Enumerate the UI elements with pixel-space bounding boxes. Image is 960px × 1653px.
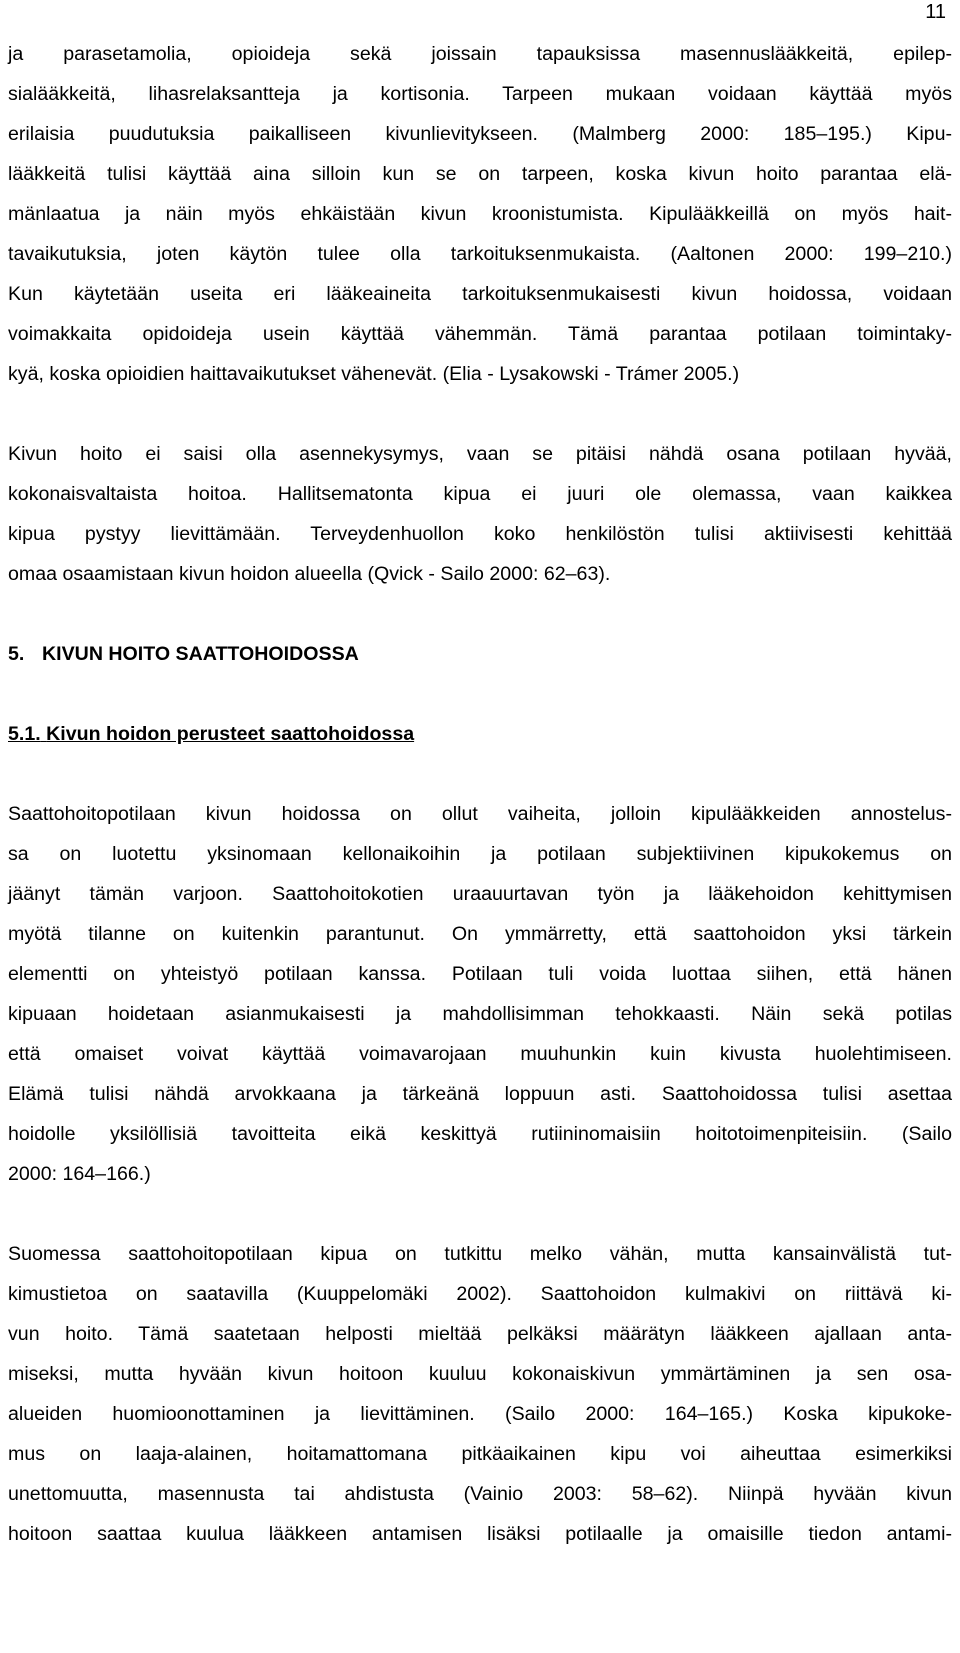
text-line: kyä, koska opioidien haittavaikutukset vähenevät. (Elia - Lysakowski - Trámer 2005.) [8, 363, 740, 385]
section-number: 5. [8, 643, 25, 665]
text-line: alueiden huomioonottaminen ja lievittäminen. (Sailo 2000: 164–165.) Koska kipukoke- [8, 1403, 952, 1425]
text-line: Saattohoitopotilaan kivun hoidossa on ollut vaiheita, jolloin kipulääkkeiden annostelus- [8, 803, 952, 825]
text-line: ja parasetamolia, opioideja sekä joissain tapauksissa masennuslääkkeitä, epilep- [8, 43, 952, 65]
text-line: tavaikutuksia, joten käytön tulee olla tarkoituksenmukaista. (Aaltonen 2000: 199–210.) [8, 243, 952, 265]
text-line: kokonaisvaltaista hoitoa. Hallitsematonta kipua ei juuri ole olemassa, vaan kaikkea [8, 483, 952, 505]
paragraph-spacer [8, 394, 952, 434]
paragraph [8, 434, 952, 594]
text-line: mus on laaja-alainen, hoitamattomana pitkäaikainen kipu voi aiheuttaa esimerkiksi [8, 1443, 952, 1465]
text-line: mänlaatua ja näin myös ehkäistään kivun kroonistumista. Kipulääkkeillä on myös hait- [8, 203, 952, 225]
text-line: elementti on yhteistyö potilaan kanssa. Potilaan tuli voida luottaa siihen, että hänen [8, 963, 952, 985]
section-heading [8, 634, 952, 674]
text-line: hoitoon saattaa kuulua lääkkeen antamisen lisäksi potilaalle ja omaisille tiedon antami- [8, 1523, 952, 1545]
subsection-number: 5.1. [8, 723, 41, 745]
paragraph [8, 794, 952, 1194]
text-line: kipuaan hoidetaan asianmukaisesti ja mahdollisimman tehokkaasti. Näin sekä potilas [8, 1003, 952, 1025]
paragraph-spacer [8, 1194, 952, 1234]
text-line: lääkkeitä tulisi käyttää aina silloin kun se on tarpeen, koska kivun hoito parantaa elä- [8, 163, 952, 185]
paragraph-spacer [8, 674, 952, 714]
text-line: vun hoito. Tämä saatetaan helposti mieltää pelkäksi määrätyn lääkkeen ajallaan anta- [8, 1323, 952, 1345]
text-line: miseksi, mutta hyvään kivun hoitoon kuuluu kokonaiskivun ymmärtäminen ja sen osa- [8, 1363, 952, 1385]
text-line: hoidolle yksilöllisiä tavoitteita eikä keskittyä rutiininomaisiin hoitotoimenpiteisiin. (Sailo [8, 1123, 952, 1145]
text-line: sialääkkeitä, lihasrelaksantteja ja kortisonia. Tarpeen mukaan voidaan käyttää myös [8, 83, 952, 105]
subsection-heading [8, 714, 952, 754]
document-body [8, 34, 952, 1554]
text-line: kimustietoa on saatavilla (Kuuppelomäki 2002). Saattohoidon kulmakivi on riittävä ki- [8, 1283, 952, 1305]
section-title: KIVUN HOITO SAATTOHOIDOSSA [42, 643, 359, 665]
text-line: myötä tilanne on kuitenkin parantunut. On ymmärretty, että saattohoidon yksi tärkein [8, 923, 952, 945]
text-line: Suomessa saattohoitopotilaan kipua on tutkittu melko vähän, mutta kansainvälistä tut- [8, 1243, 952, 1265]
paragraph-spacer [8, 594, 952, 634]
text-line: Kivun hoito ei saisi olla asennekysymys, vaan se pitäisi nähdä osana potilaan hyvää, [8, 443, 952, 465]
text-line: sa on luotettu yksinomaan kellonaikoihin ja potilaan subjektiivinen kipukokemus on [8, 843, 952, 865]
text-line: omaa osaamistaan kivun hoidon alueella (Qvick - Sailo 2000: 62–63). [8, 563, 611, 585]
text-line: jäänyt tämän varjoon. Saattohoitokotien uraauurtavan työn ja lääkehoidon kehittymisen [8, 883, 952, 905]
paragraph [8, 1234, 952, 1554]
paragraph-spacer [8, 754, 952, 794]
text-line: Elämä tulisi nähdä arvokkaana ja tärkeänä loppuun asti. Saattohoidossa tulisi asettaa [8, 1083, 952, 1105]
text-line: kipua pystyy lievittämään. Terveydenhuollon koko henkilöstön tulisi aktiivisesti kehittää [8, 523, 952, 545]
text-line: voimakkaita opidoideja usein käyttää vähemmän. Tämä parantaa potilaan toimintaky- [8, 323, 952, 345]
text-line: 2000: 164–166.) [8, 1163, 151, 1185]
text-line: erilaisia puudutuksia paikalliseen kivunlievitykseen. (Malmberg 2000: 185–195.) Kipu- [8, 123, 952, 145]
page-number: 11 [925, 1, 946, 23]
text-line: unettomuutta, masennusta tai ahdistusta (Vainio 2003: 58–62). Niinpä hyvään kivun [8, 1483, 952, 1505]
text-line: Kun käytetään useita eri lääkeaineita tarkoituksenmukaisesti kivun hoidossa, voidaan [8, 283, 952, 305]
text-line: että omaiset voivat käyttää voimavarojaan muuhunkin kuin kivusta huolehtimiseen. [8, 1043, 952, 1065]
subsection-title: Kivun hoidon perusteet saattohoidossa [46, 723, 415, 745]
paragraph [8, 34, 952, 394]
